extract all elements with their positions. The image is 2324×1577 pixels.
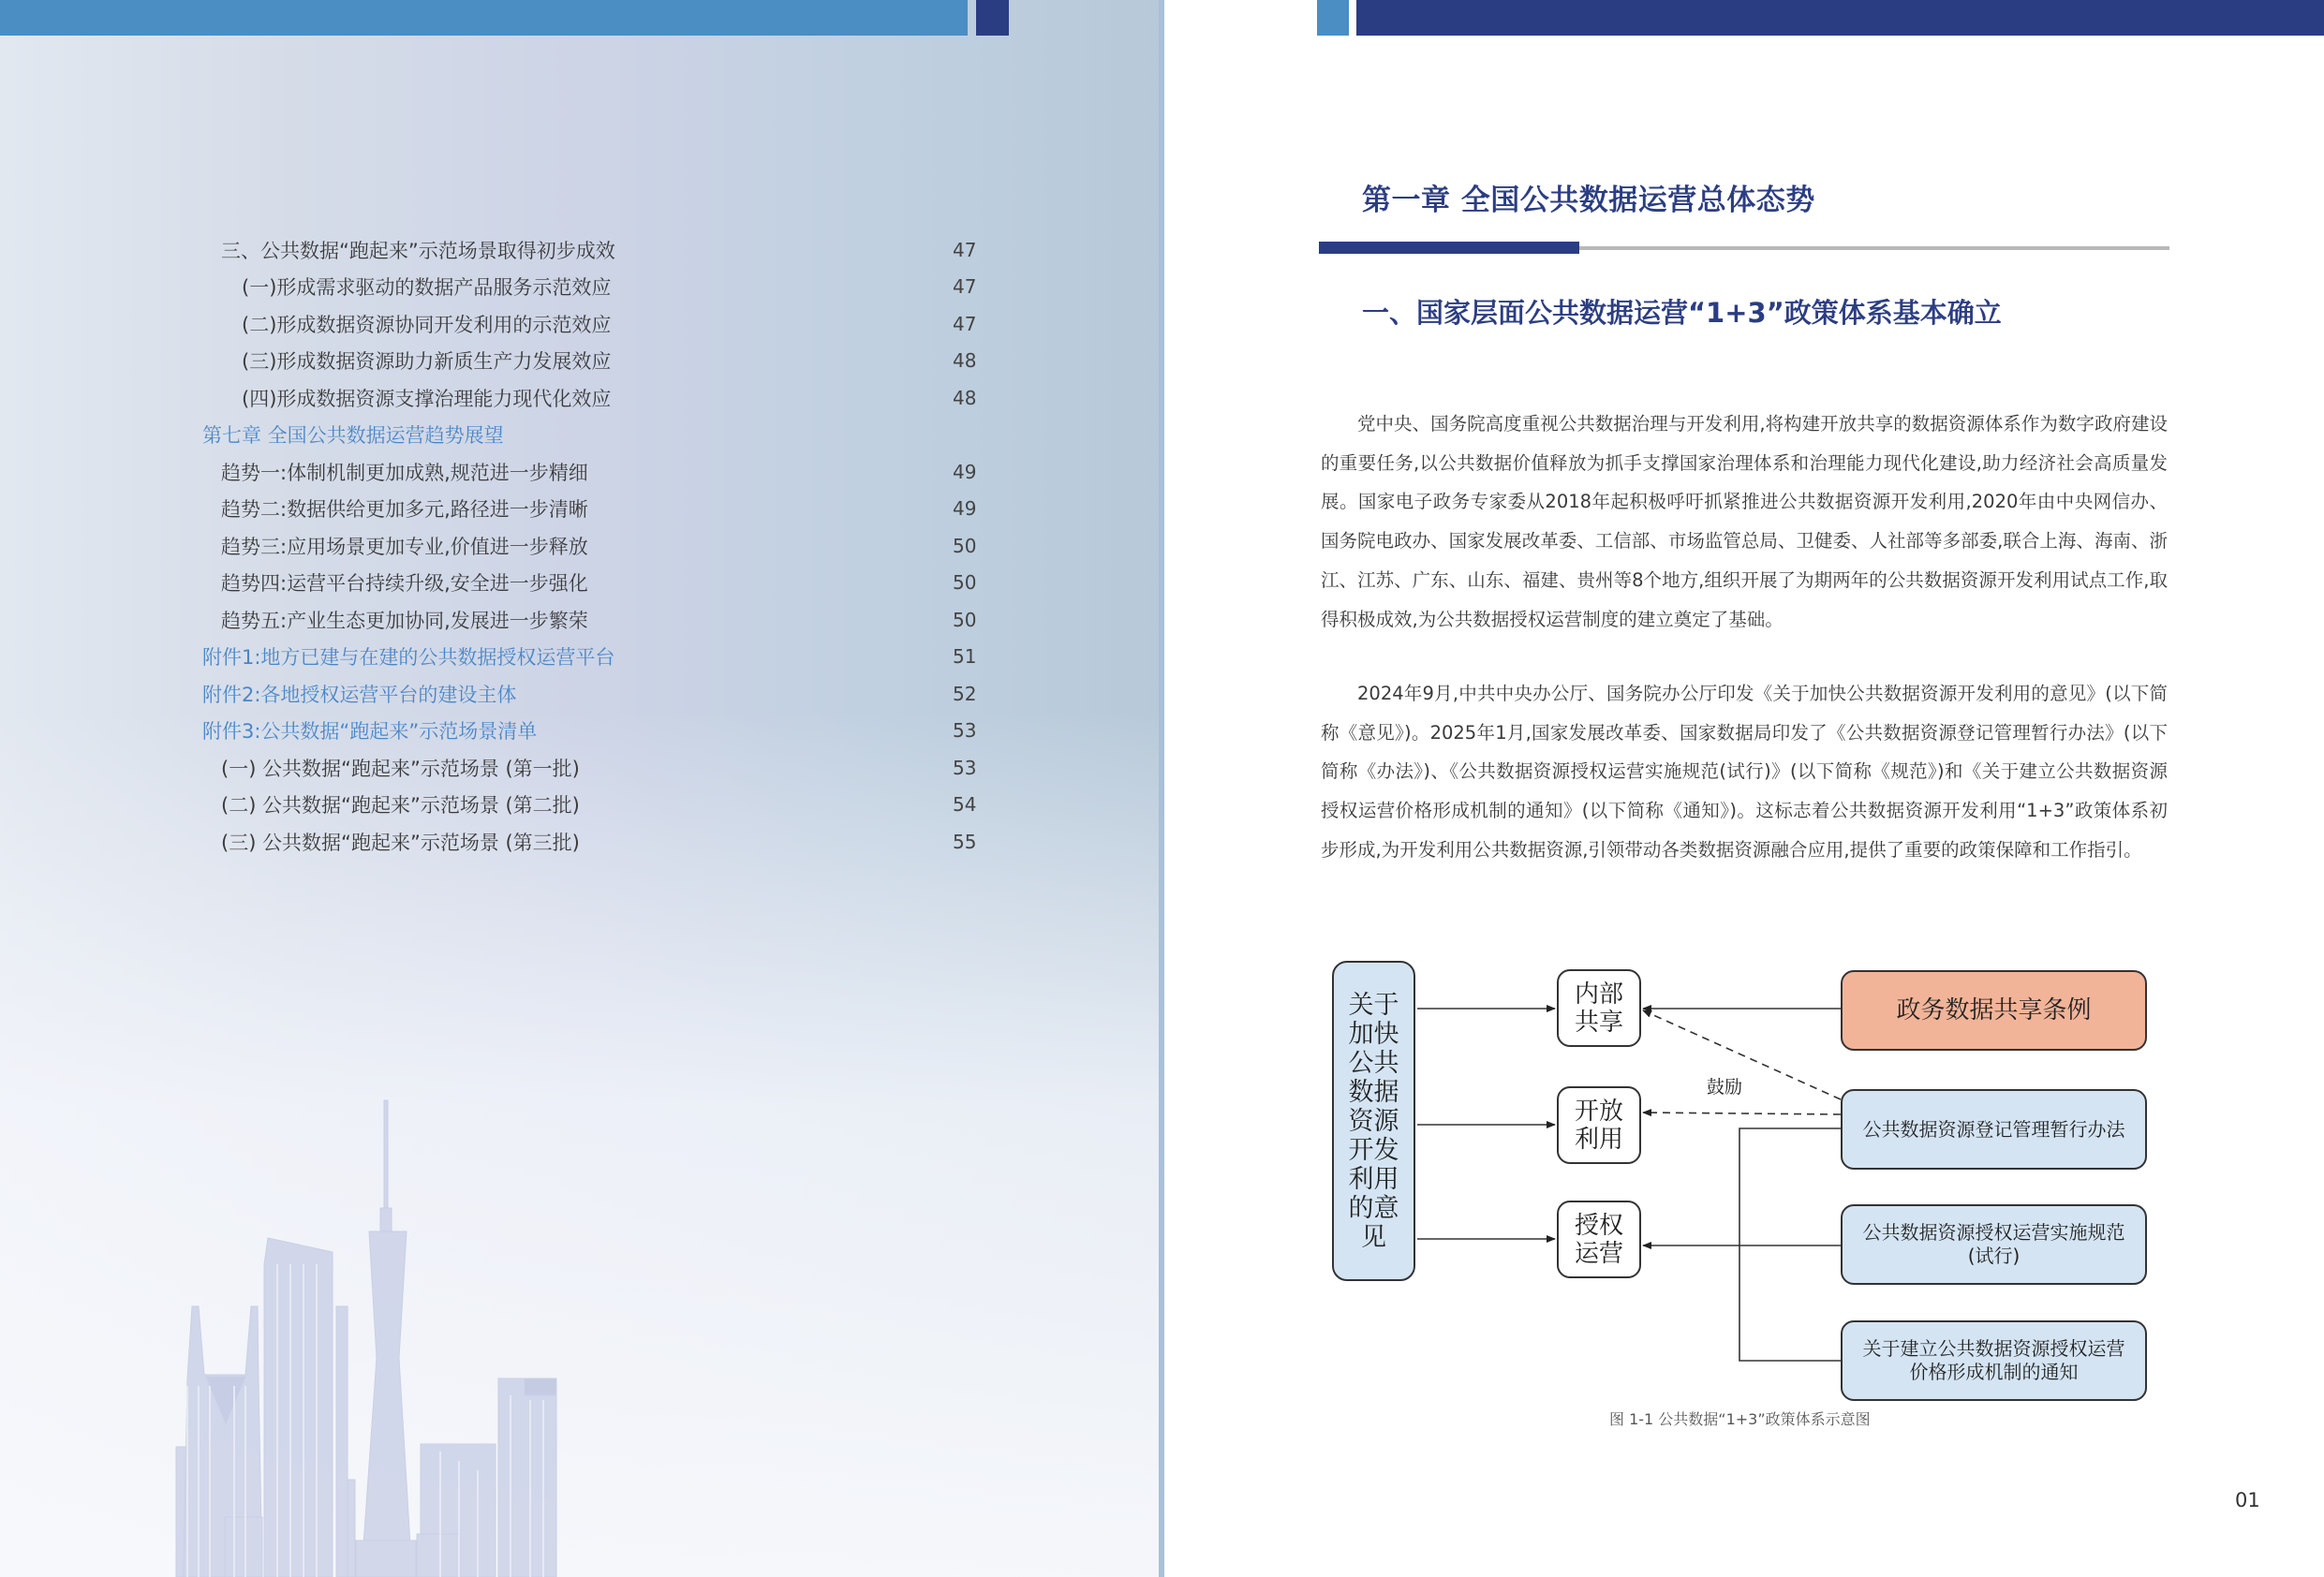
main-policy-box: [1332, 961, 1415, 1281]
toc-entry-title: (三) 公共数据“跑起来”示范场景 (第三批): [221, 832, 580, 854]
toc-entry-page: 53: [953, 719, 977, 742]
box-label: 关于建立公共数据资源授权运营价格形成机制的通知: [1862, 1337, 2125, 1383]
main-policy-label: 关于加快公共数据资源开发利用的意见: [1348, 990, 1399, 1252]
toc-entry-page: 50: [953, 535, 977, 557]
toc-appendix-2[interactable]: [0, 680, 984, 710]
page-number: 01: [2235, 1489, 2260, 1511]
toc-entry-title: (一) 公共数据“跑起来”示范场景 (第一批): [221, 758, 580, 780]
toc-entry-title: 第七章 全国公共数据运营趋势展望: [202, 424, 504, 447]
diagram-connectors: [1164, 0, 2324, 1577]
pricing-mechanism-notice-box: [1841, 1320, 2147, 1401]
toc-entry-page: 53: [953, 757, 977, 779]
encourage-label: 鼓励: [1707, 1077, 1743, 1098]
toc-entry-page: 48: [953, 349, 977, 372]
toc-entry[interactable]: [0, 458, 984, 488]
chapter-title: 第一章 全国公共数据运营总体态势: [1362, 184, 1815, 217]
operation-standards-box: [1841, 1204, 2147, 1285]
city-skyline-illustration: [0, 1077, 1164, 1577]
box-label: 授权运营: [1574, 1211, 1623, 1268]
toc-entry[interactable]: [0, 532, 984, 562]
toc-entry[interactable]: [0, 828, 984, 858]
toc-entry[interactable]: [0, 494, 984, 524]
toc-entry-title: (一)形成需求驱动的数据产品服务示范效应: [242, 276, 612, 299]
toc-entry-page: 47: [953, 275, 977, 298]
policy-diagram: [1164, 0, 2324, 1577]
toc-entry[interactable]: [0, 236, 984, 266]
toc-entry[interactable]: [0, 568, 984, 598]
toc-entry-page: 55: [953, 831, 977, 853]
toc-entry[interactable]: [0, 790, 984, 820]
toc-entry-page: 48: [953, 387, 977, 409]
body-paragraph: 2024年9月,中共中央办公厅、国务院办公厅印发《关于加快公共数据资源开发利用的意见》(以下简称《意见》)。2025年1月,国家发展改革委、国家数据局印发了《公共数据资源登记管理暂行办法》(以下简称《办法》)、《公共数据资源授权运营实施规范(试行)》(以下简称《规范》)和《关于建立公共数据资源授权运营价格形成机制的通知》(以下简称《通知》)。这标志着公共数据资源开发利用“1+3”政策体系初步形成,为开发利用公共数据资源,引领带动各类数据资源融合应用,提供了重要的政策保障和工作指引。: [1321, 683, 2168, 861]
toc-entry-title: 趋势三:应用场景更加专业,价值进一步释放: [221, 536, 588, 558]
header-bar: [0, 0, 968, 36]
toc-entry[interactable]: [0, 606, 984, 636]
toc-entry-page: 54: [953, 793, 977, 816]
figure-caption: 图 1-1 公共数据“1+3”政策体系示意图: [1609, 1410, 1871, 1428]
box-label: 公共数据资源授权运营实施规范(试行): [1862, 1221, 2125, 1267]
toc-appendix-1[interactable]: [0, 642, 984, 672]
toc-entry[interactable]: [0, 310, 984, 340]
right-page: [1164, 0, 2324, 1577]
toc-entry-title: 附件3:公共数据“跑起来”示范场景清单: [202, 720, 538, 743]
toc-entry-page: 52: [953, 683, 977, 705]
toc-entry-page: 47: [953, 313, 977, 335]
toc-entry-title: 趋势一:体制机制更加成熟,规范进一步精细: [221, 462, 588, 484]
box-label: 内部共享: [1574, 980, 1623, 1037]
toc-entry-title: (二)形成数据资源协同开发利用的示范效应: [242, 314, 612, 336]
section-title: 一、国家层面公共数据运营“1+3”政策体系基本确立: [1362, 297, 2002, 329]
box-label: 开放利用: [1574, 1097, 1623, 1154]
toc-appendix-3[interactable]: [0, 716, 984, 746]
toc-entry[interactable]: [0, 346, 984, 376]
toc-entry-title: (二) 公共数据“跑起来”示范场景 (第二批): [221, 794, 580, 817]
toc-entry[interactable]: [0, 273, 984, 302]
box-label: 公共数据资源登记管理暂行办法: [1862, 1117, 2125, 1141]
authorized-operation-box: [1557, 1201, 1641, 1278]
toc-entry-title: (四)形成数据资源支撑治理能力现代化效应: [242, 388, 612, 410]
gov-data-sharing-regulation-box: [1841, 970, 2147, 1051]
registration-measures-box: [1841, 1089, 2147, 1170]
body-paragraph: 党中央、国务院高度重视公共数据治理与开发利用,将构建开放共享的数据资源体系作为数字政府建设的重要任务,以公共数据价值释放为抓手支撑国家治理体系和治理能力现代化建设,助力经济社会高质量发展。国家电子政务专家委从2018年起积极呼吁抓紧推进公共数据资源开发利用,2020年由中央网信办、国务院电政办、国家发展改革委、工信部、市场监管总局、卫健委、人社部等多部委,联合上海、海南、浙江、江苏、广东、山东、福建、贵州等8个地方,组织开展了为期两年的公共数据资源开发利用试点工作,取得积极成效,为公共数据授权运营制度的建立奠定了基础。: [1321, 413, 2168, 630]
toc-entry-page: 49: [953, 497, 977, 520]
toc-entry-page: 49: [953, 461, 977, 483]
toc-entry-title: 趋势五:产业生态更加协同,发展进一步繁荣: [221, 610, 588, 632]
open-use-box: [1557, 1086, 1641, 1164]
toc-entry-title: 趋势二:数据供给更加多元,路径进一步清晰: [221, 498, 588, 521]
toc-entry-title: 三、公共数据“跑起来”示范场景取得初步成效: [221, 240, 615, 262]
toc-entry-title: 附件1:地方已建与在建的公共数据授权运营平台: [202, 646, 615, 669]
toc-entry-page: 50: [953, 609, 977, 631]
toc-entry-page: 51: [953, 645, 977, 668]
toc-entry-title: 趋势四:运营平台持续升级,安全进一步强化: [221, 572, 588, 595]
toc-entry[interactable]: [0, 384, 984, 414]
toc-entry[interactable]: [0, 754, 984, 784]
toc-entry-page: 50: [953, 571, 977, 594]
toc-chapter-7[interactable]: [0, 420, 984, 450]
header-bar-accent: [976, 0, 1009, 36]
toc-entry-title: 附件2:各地授权运营平台的建设主体: [202, 684, 517, 706]
internal-sharing-box: [1557, 969, 1641, 1047]
box-label: 政务数据共享条例: [1896, 995, 2092, 1024]
toc-entry-page: 47: [953, 239, 977, 261]
toc-entry-title: (三)形成数据资源助力新质生产力发展效应: [242, 350, 612, 373]
